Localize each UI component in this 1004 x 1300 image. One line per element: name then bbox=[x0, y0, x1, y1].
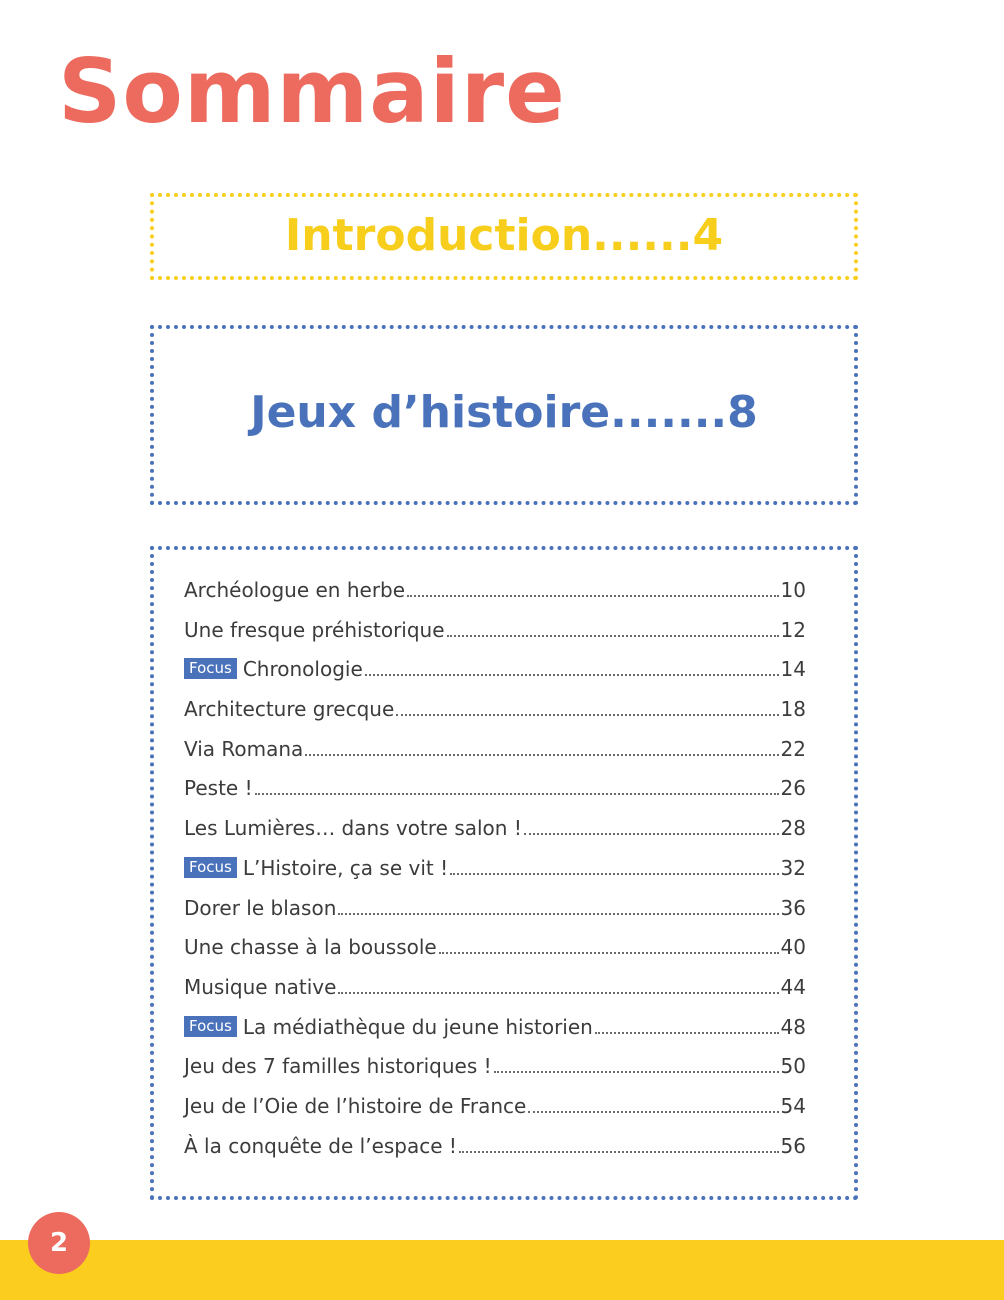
toc-dot-leader bbox=[305, 754, 778, 756]
toc-entry-page: 40 bbox=[780, 935, 806, 960]
toc-dot-leader bbox=[396, 714, 778, 716]
toc-dot-leader bbox=[255, 793, 779, 795]
jeux-histoire-heading: Jeux d’histoire.......8 bbox=[250, 386, 758, 438]
toc-entry bbox=[184, 776, 806, 816]
toc-entry bbox=[184, 1015, 806, 1055]
toc-entry-page: 22 bbox=[780, 736, 806, 761]
focus-badge: Focus bbox=[184, 857, 237, 878]
toc-dot-leader bbox=[407, 595, 779, 597]
toc-entry-page: 12 bbox=[780, 617, 806, 642]
toc-entry bbox=[184, 1134, 806, 1174]
toc-entry-page: 48 bbox=[780, 1014, 806, 1039]
toc-entry-page: 56 bbox=[780, 1133, 806, 1158]
toc-entry-page: 14 bbox=[780, 657, 806, 682]
toc-dot-leader bbox=[595, 1032, 779, 1034]
toc-dot-leader bbox=[365, 674, 779, 676]
toc-entry bbox=[184, 856, 806, 896]
toc-list bbox=[184, 578, 806, 1173]
toc-entry-label: Jeu des 7 familles historiques ! bbox=[184, 1054, 492, 1079]
toc-entry-label: Une chasse à la boussole bbox=[184, 935, 437, 960]
toc-entry-label: Musique native bbox=[184, 974, 337, 999]
toc-entry-page: 44 bbox=[780, 974, 806, 999]
introduction-box bbox=[150, 193, 858, 280]
toc-dot-leader bbox=[528, 1111, 778, 1113]
focus-badge: Focus bbox=[184, 1016, 237, 1037]
toc-entry-label: Peste ! bbox=[184, 776, 253, 801]
toc-entry-label: L’Histoire, ça se vit ! bbox=[242, 855, 449, 880]
toc-entry-label: Architecture grecque bbox=[184, 697, 395, 722]
toc-entry-label: La médiathèque du jeune historien bbox=[242, 1014, 593, 1039]
toc-entry-label: Archéologue en herbe bbox=[184, 578, 406, 602]
toc-entry-page: 50 bbox=[780, 1054, 806, 1079]
toc-entry-label: Chronologie bbox=[242, 657, 363, 682]
toc-entry-page: 10 bbox=[780, 578, 806, 602]
toc-dot-leader bbox=[494, 1071, 779, 1073]
toc-entry-label: Les Lumières… dans votre salon ! bbox=[184, 816, 522, 841]
toc-entry bbox=[184, 737, 806, 777]
toc-entry bbox=[184, 657, 806, 697]
toc-entry bbox=[184, 1094, 806, 1134]
toc-dot-leader bbox=[447, 635, 779, 637]
toc-dot-leader bbox=[450, 873, 778, 875]
toc-entry-label: Via Romana bbox=[184, 736, 304, 761]
toc-entry-page: 26 bbox=[780, 776, 806, 801]
toc-entry bbox=[184, 935, 806, 975]
toc-entry-page: 32 bbox=[780, 855, 806, 880]
toc-entry-label: À la conquête de l’espace ! bbox=[184, 1133, 457, 1158]
toc-dot-leader bbox=[524, 833, 779, 835]
toc-entry bbox=[184, 618, 806, 658]
jeux-histoire-box bbox=[150, 325, 858, 505]
page-title: Sommaire bbox=[58, 40, 566, 143]
toc-dot-leader bbox=[338, 992, 778, 994]
table-of-contents bbox=[150, 546, 858, 1200]
toc-entry-page: 28 bbox=[780, 816, 806, 841]
toc-entry-page: 36 bbox=[780, 895, 806, 920]
toc-dot-leader bbox=[338, 913, 778, 915]
introduction-heading: Introduction......4 bbox=[284, 210, 724, 261]
toc-entry-label: Dorer le blason bbox=[184, 895, 337, 920]
toc-entry-page: 54 bbox=[780, 1093, 806, 1118]
toc-entry-label: Une fresque préhistorique bbox=[184, 617, 445, 642]
toc-entry bbox=[184, 1054, 806, 1094]
toc-entry bbox=[184, 578, 806, 618]
toc-entry bbox=[184, 816, 806, 856]
toc-entry bbox=[184, 896, 806, 936]
focus-badge: Focus bbox=[184, 658, 237, 679]
toc-entry-page: 18 bbox=[780, 697, 806, 722]
toc-dot-leader bbox=[459, 1151, 779, 1153]
footer-bar bbox=[0, 1240, 1004, 1300]
page-number: 2 bbox=[28, 1212, 90, 1274]
toc-entry bbox=[184, 697, 806, 737]
toc-entry-label: Jeu de l’Oie de l’histoire de France bbox=[184, 1093, 527, 1118]
toc-dot-leader bbox=[439, 952, 779, 954]
toc-entry bbox=[184, 975, 806, 1015]
